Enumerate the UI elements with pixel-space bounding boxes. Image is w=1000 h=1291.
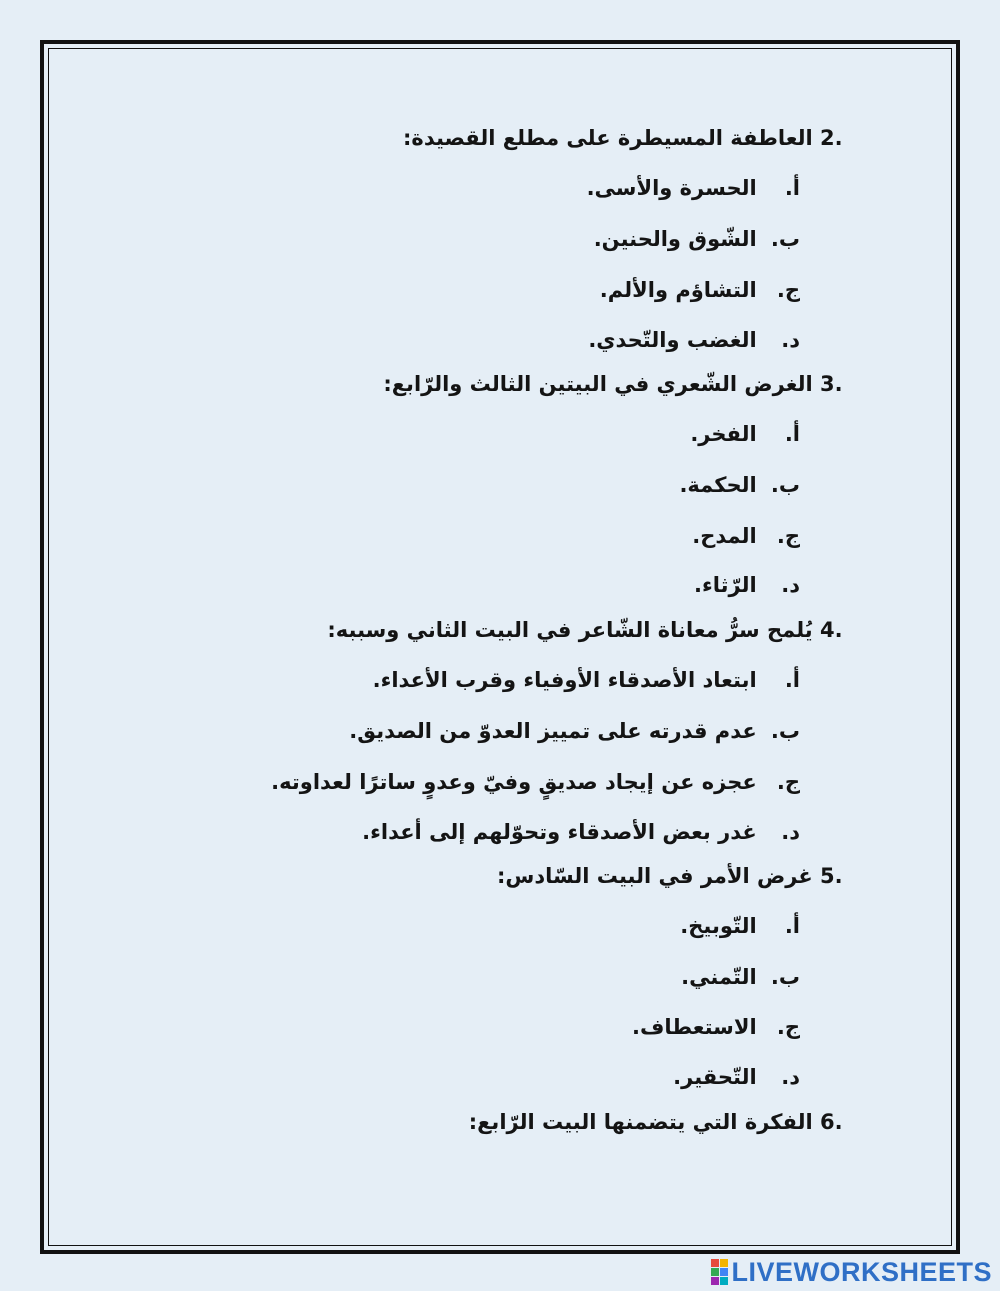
option-letter: ب. [770, 965, 800, 989]
option-letter: ب. [770, 473, 800, 497]
question-6 [469, 1107, 850, 1137]
q3-option-c[interactable] [692, 521, 800, 551]
question-number: 2. [820, 126, 843, 150]
option-text: التّمني. [681, 965, 757, 989]
question-number: 4. [820, 618, 843, 642]
q2-option-a[interactable] [587, 173, 800, 203]
question-4 [327, 615, 850, 645]
q5-option-a[interactable] [680, 911, 800, 941]
worksheet-inner-border [48, 48, 952, 1246]
q5-option-d[interactable] [673, 1062, 800, 1092]
option-letter: ج. [776, 1015, 800, 1039]
option-text: الغضب والتّحدي. [588, 328, 757, 352]
badge-cell [720, 1268, 728, 1276]
option-letter: ب. [770, 227, 800, 251]
option-letter: ج. [776, 524, 800, 548]
option-letter: ج. [776, 770, 800, 794]
badge-cell [711, 1259, 719, 1267]
option-text: ابتعاد الأصدقاء الأوفياء وقرب الأعداء. [372, 668, 757, 692]
q4-option-a[interactable] [373, 665, 800, 695]
question-5 [497, 861, 850, 891]
q5-option-c[interactable] [632, 1012, 800, 1042]
option-letter: د. [781, 1065, 800, 1089]
q2-option-b[interactable] [594, 224, 800, 254]
worksheet-frame [40, 40, 960, 1254]
option-letter: د. [781, 328, 800, 352]
badge-cell [711, 1277, 719, 1285]
question-text: غرض الأمر في البيت السّادس: [496, 864, 813, 888]
question-2 [403, 123, 850, 153]
option-letter: أ. [784, 176, 800, 200]
option-letter: ب. [770, 719, 800, 743]
question-text: يُلمح سرُّ معاناة الشّاعر في البيت الثاني وسببه: [327, 618, 813, 642]
question-number: 5. [820, 864, 843, 888]
option-text: عدم قدرته على تمييز العدوّ من الصديق. [349, 719, 757, 743]
question-text: الفكرة التي يتضمنها البيت الرّابع: [468, 1110, 813, 1134]
badge-cell [720, 1277, 728, 1285]
option-letter: أ. [784, 422, 800, 446]
q5-option-b[interactable] [681, 962, 800, 992]
question-3 [383, 369, 850, 399]
question-text: العاطفة المسيطرة على مطلع القصيدة: [403, 126, 813, 150]
q4-option-b[interactable] [349, 716, 800, 746]
option-text: المدح. [692, 524, 757, 548]
q4-option-c[interactable] [271, 767, 800, 797]
logo-badge-icon [711, 1259, 728, 1285]
option-text: الاستعطاف. [632, 1015, 757, 1039]
q2-option-c[interactable] [600, 275, 800, 305]
option-letter: ج. [776, 278, 800, 302]
liveworksheets-logo[interactable] [711, 1257, 992, 1287]
q2-option-d[interactable] [588, 325, 800, 355]
q4-option-d[interactable] [362, 817, 800, 847]
option-text: التشاؤم والألم. [599, 278, 757, 302]
q3-option-d[interactable] [694, 570, 800, 600]
option-text: الفخر. [690, 422, 757, 446]
option-text: الحسرة والأسى. [586, 176, 757, 200]
option-letter: د. [781, 820, 800, 844]
q3-option-b[interactable] [679, 470, 800, 500]
logo-wordmark: LIVEWORKSHEETS [731, 1257, 992, 1287]
q3-option-a[interactable] [690, 419, 800, 449]
badge-cell [720, 1259, 728, 1267]
question-text: الغرض الشّعري في البيتين الثالث والرّابع: [383, 372, 813, 396]
badge-cell [711, 1268, 719, 1276]
option-letter: أ. [784, 668, 800, 692]
question-number: 3. [820, 372, 843, 396]
option-text: غدر بعض الأصدقاء وتحوّلهم إلى أعداء. [362, 820, 757, 844]
option-text: التّحقير. [673, 1065, 757, 1089]
option-text: التّوبيخ. [680, 914, 757, 938]
option-letter: أ. [784, 914, 800, 938]
option-text: الرّثاء. [694, 573, 757, 597]
option-text: عجزه عن إيجاد صديقٍ وفيّ وعدوٍ ساترًا لعداوته. [271, 770, 757, 794]
option-text: الشّوق والحنين. [593, 227, 757, 251]
option-letter: د. [781, 573, 800, 597]
option-text: الحكمة. [679, 473, 757, 497]
question-number: 6. [820, 1110, 843, 1134]
